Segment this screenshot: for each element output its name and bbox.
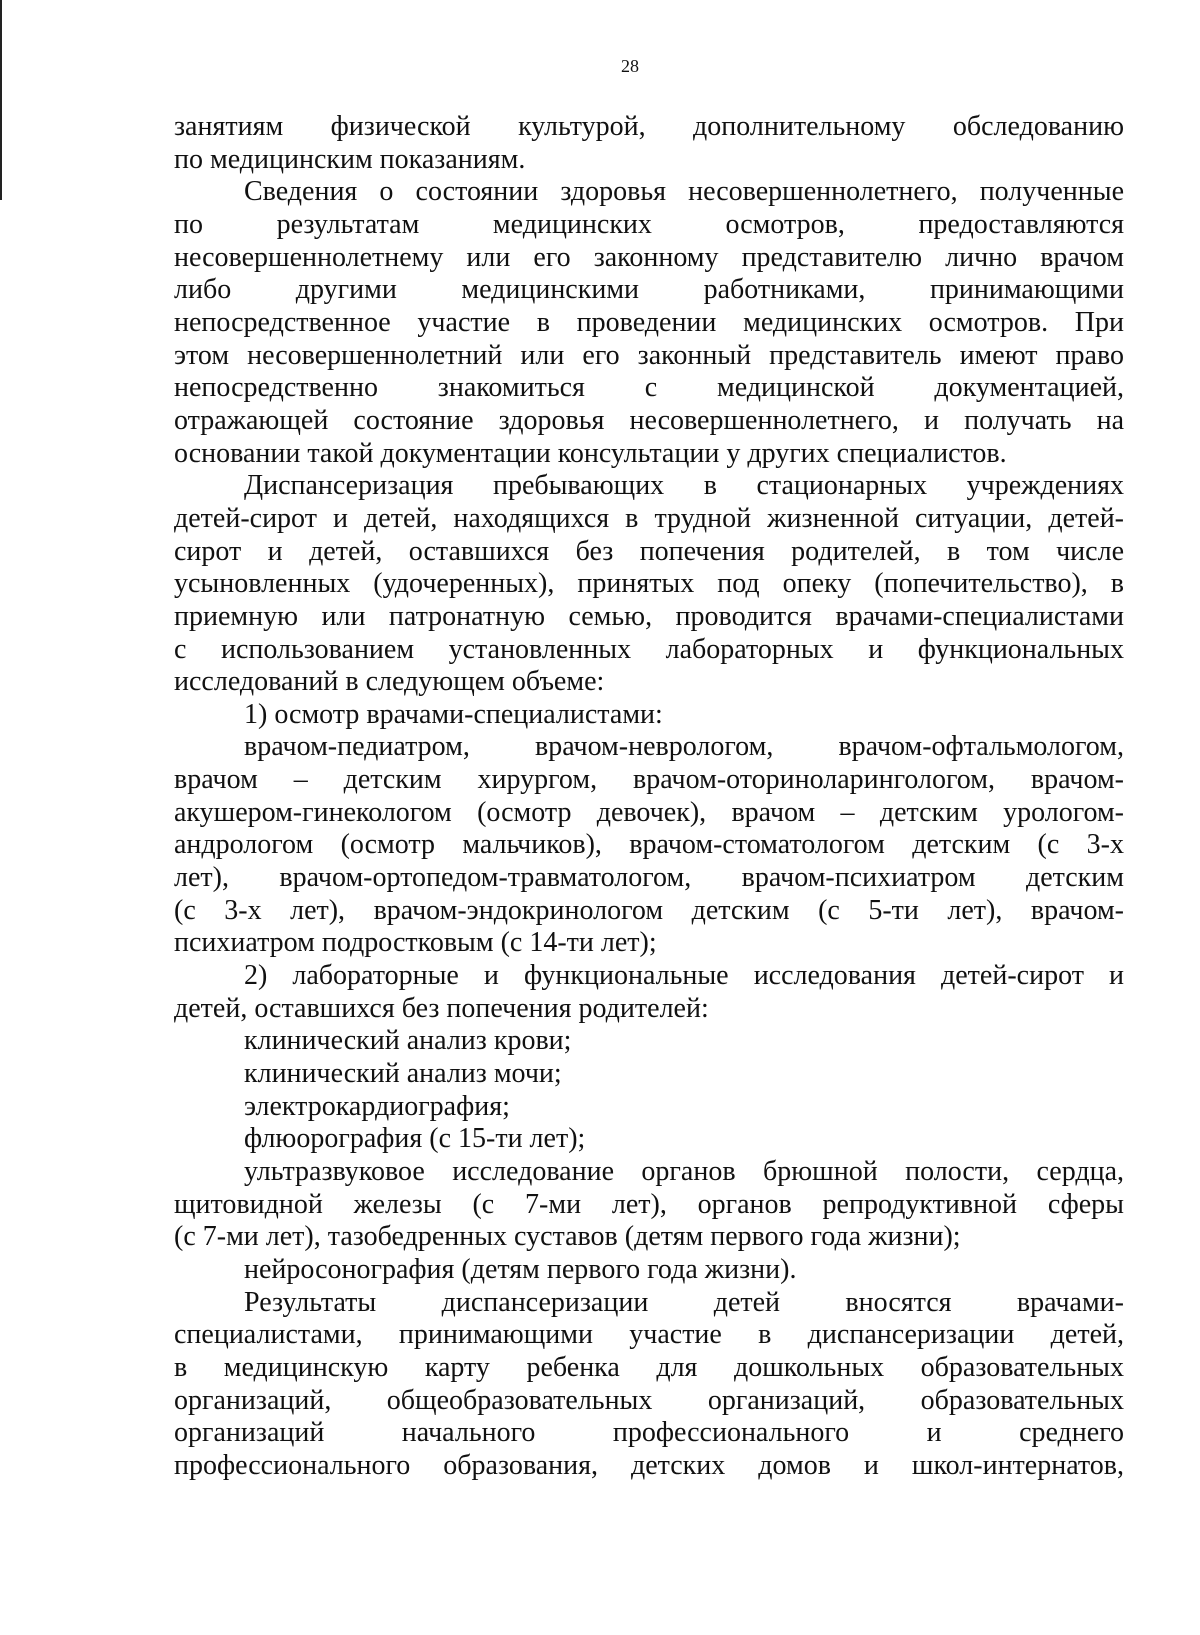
text-line: специалистами, принимающими участие в диспансеризации детей, — [174, 1319, 1124, 1351]
text-line: исследований в следующем объеме: — [174, 666, 605, 698]
document-body — [174, 111, 1124, 1483]
text-line: профессионального образования, детских домов и школ-интернатов, — [174, 1449, 1124, 1481]
list-item — [174, 1156, 1124, 1254]
text-line: психиатром подростковым (с 14-ти лет); — [174, 927, 657, 959]
text-line: либо другими медицинскими работниками, принимающими — [174, 274, 1124, 306]
text-line: 1) осмотр врачами-специалистами: — [244, 698, 663, 730]
text-line: андрологом (осмотр мальчиков), врачом-стоматологом детским (с 3-х — [174, 829, 1124, 861]
list-item — [174, 1058, 1124, 1091]
text-line: приемную или патронатную семью, проводится врачами-специалистами — [174, 600, 1124, 632]
text-line: акушером-гинекологом (осмотр девочек), врачом – детским урологом- — [174, 796, 1124, 828]
list-item — [174, 1025, 1124, 1058]
paragraph — [174, 1287, 1124, 1483]
text-line: электрокардиография; — [244, 1090, 510, 1122]
text-line: врачом – детским хирургом, врачом-оториноларингологом, врачом- — [174, 764, 1124, 796]
text-line: занятиям физической культурой, дополнительному обследованию — [174, 111, 1124, 142]
scan-edge-mark — [0, 0, 2, 200]
text-line: щитовидной железы (с 7-ми лет), органов репродуктивной сферы — [174, 1188, 1124, 1220]
list-item — [174, 1254, 1124, 1287]
text-line: сирот и детей, оставшихся без попечения родителей, в том числе — [174, 535, 1124, 567]
text-line: с использованием установленных лабораторных и функциональных — [174, 633, 1124, 665]
text-line: лет), врачом-ортопедом-травматологом, врачом-психиатром детским — [174, 862, 1124, 894]
list-heading — [174, 960, 1124, 1025]
text-line: непосредственное участие в проведении медицинских осмотров. При — [174, 306, 1124, 338]
text-line: непосредственно знакомиться с медицинской документацией, — [174, 372, 1124, 404]
text-line: Результаты диспансеризации детей вносятся врачами- — [244, 1286, 1124, 1318]
text-line: основании такой документации консультации у других специалистов. — [174, 437, 1007, 469]
text-line: организаций, общеобразовательных организаций, образовательных — [174, 1384, 1124, 1416]
list-item — [174, 1091, 1124, 1124]
text-line: отражающей состояние здоровья несовершеннолетнего, и получать на — [174, 404, 1124, 436]
text-line: детей-сирот и детей, находящихся в трудной жизненной ситуации, детей- — [174, 502, 1124, 534]
text-line: детей, оставшихся без попечения родителей: — [174, 992, 709, 1024]
text-line: ультразвуковое исследование органов брюшной полости, сердца, — [244, 1156, 1124, 1187]
text-line: этом несовершеннолетний или его законный представитель имеют право — [174, 339, 1124, 371]
text-line: 2) лабораторные и функциональные исследования детей-сирот и — [244, 960, 1124, 992]
text-line: по медицинским показаниям. — [174, 143, 526, 175]
text-line: флюорография (с 15-ти лет); — [244, 1123, 586, 1155]
text-line: (с 3-х лет), врачом-эндокринологом детским (с 5-ти лет), врачом- — [174, 894, 1124, 926]
page-number: 28 — [621, 56, 639, 76]
text-line: Диспансеризация пребывающих в стационарных учреждениях — [244, 470, 1124, 502]
paragraph — [174, 176, 1124, 470]
paragraph — [174, 111, 1124, 176]
list-heading — [174, 699, 1124, 732]
text-line: клинический анализ крови; — [244, 1025, 572, 1057]
text-line: клинический анализ мочи; — [244, 1058, 562, 1090]
text-line: в медицинскую карту ребенка для дошкольных образовательных — [174, 1351, 1124, 1383]
text-line: врачом-педиатром, врачом-неврологом, врачом-офтальмологом, — [244, 731, 1124, 763]
text-line: организаций начального профессионального и среднего — [174, 1417, 1124, 1449]
paragraph — [174, 470, 1124, 699]
text-line: по результатам медицинских осмотров, предоставляются — [174, 208, 1124, 240]
text-line: (с 7-ми лет), тазобедренных суставов (детям первого года жизни); — [174, 1221, 961, 1253]
text-line: нейросонография (детям первого года жизни). — [244, 1253, 797, 1285]
text-line: Сведения о состоянии здоровья несовершеннолетнего, полученные — [244, 176, 1124, 208]
text-line: несовершеннолетнему или его законному представителю лично врачом — [174, 241, 1124, 273]
list-item — [174, 1123, 1124, 1156]
text-line: усыновленных (удочеренных), принятых под опеку (попечительство), в — [174, 568, 1124, 600]
paragraph — [174, 731, 1124, 960]
